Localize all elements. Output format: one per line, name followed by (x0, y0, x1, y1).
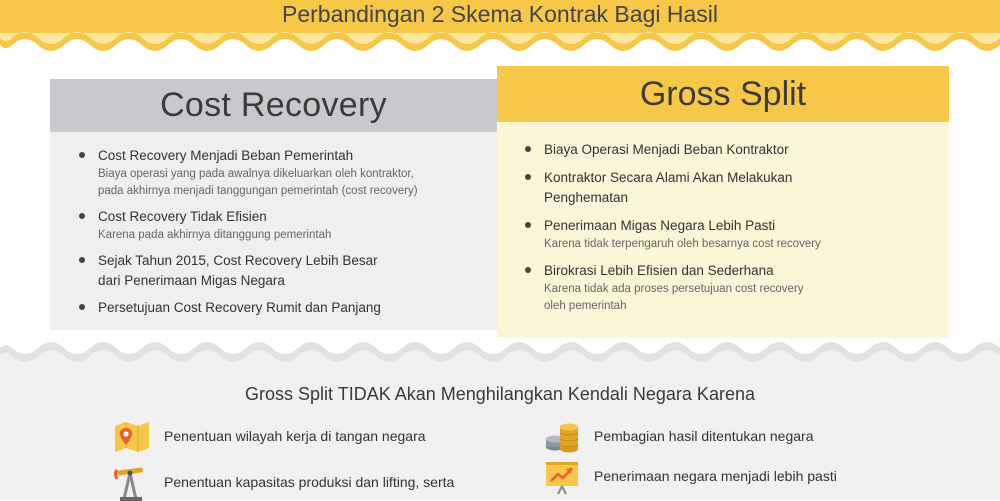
point-desc: Karena tidak ada proses persetujuan cost recovery (544, 283, 804, 295)
cost-recovery-header (50, 79, 497, 132)
page-title: Perbandingan 2 Skema Kontrak Bagi Hasil (282, 1, 718, 27)
gross-split-card (497, 66, 949, 338)
point-title: Persetujuan Cost Recovery Rumit dan Panjang (98, 300, 381, 315)
growth-chart-icon (544, 459, 580, 495)
point-title: Sejak Tahun 2015, Cost Recovery Lebih Besar (98, 253, 378, 268)
point-title-line2: Penghematan (544, 190, 629, 205)
point-title: Kontraktor Secara Alami Akan Melakukan (544, 170, 793, 185)
reason-text: Pembagian hasil ditentukan negara (594, 428, 814, 444)
reason-text: Penerimaan negara menjadi lebih pasti (594, 468, 837, 484)
point-title: Cost Recovery Menjadi Beban Pemerintah (98, 148, 354, 163)
list-item (525, 216, 925, 253)
point-title-line2: dari Penerimaan Migas Negara (98, 273, 285, 288)
reason-text: Penentuan wilayah kerja di tangan negara (164, 428, 426, 444)
list-item (79, 251, 479, 291)
reason-item (544, 419, 814, 455)
point-title: Birokrasi Lebih Efisien dan Sederhana (544, 263, 774, 278)
coin-stack-icon (544, 419, 580, 455)
point-title: Cost Recovery Tidak Efisien (98, 209, 267, 224)
list-item (525, 168, 925, 208)
point-desc: pada akhirnya menjadi tanggungan pemerintah (cost recovery) (98, 185, 418, 197)
gross-split-title: Gross Split (639, 74, 807, 113)
list-item (79, 207, 479, 244)
point-desc: Biaya operasi yang pada awalnya dikeluarkan oleh kontraktor, (98, 168, 414, 180)
oil-pump-icon (114, 465, 150, 501)
cost-recovery-title: Cost Recovery (160, 86, 387, 124)
gross-split-header (497, 66, 949, 122)
point-desc: Karena tidak terpengaruh oleh besarnya cost recovery (544, 238, 821, 250)
reason-text: Penentuan kapasitas produksi dan lifting, serta (164, 474, 455, 490)
gross-split-list (525, 140, 925, 323)
point-title: Penerimaan Migas Negara Lebih Pasti (544, 218, 776, 233)
point-desc: oleh pemerintah (544, 300, 627, 312)
cost-recovery-card (50, 79, 497, 330)
reason-item (544, 459, 837, 495)
point-title: Biaya Operasi Menjadi Beban Kontraktor (544, 142, 789, 157)
map-pin-icon (114, 419, 150, 455)
cost-recovery-list (79, 146, 479, 325)
list-item (79, 146, 479, 200)
list-item (525, 261, 925, 315)
list-item (79, 298, 479, 318)
point-desc: Karena pada akhirnya ditanggung pemerintah (98, 229, 332, 241)
list-item (525, 140, 925, 160)
reason-item (114, 465, 454, 501)
reason-item (114, 419, 426, 455)
control-section-title: Gross Split TIDAK Akan Menghilangkan Kendali Negara Karena (245, 384, 755, 404)
